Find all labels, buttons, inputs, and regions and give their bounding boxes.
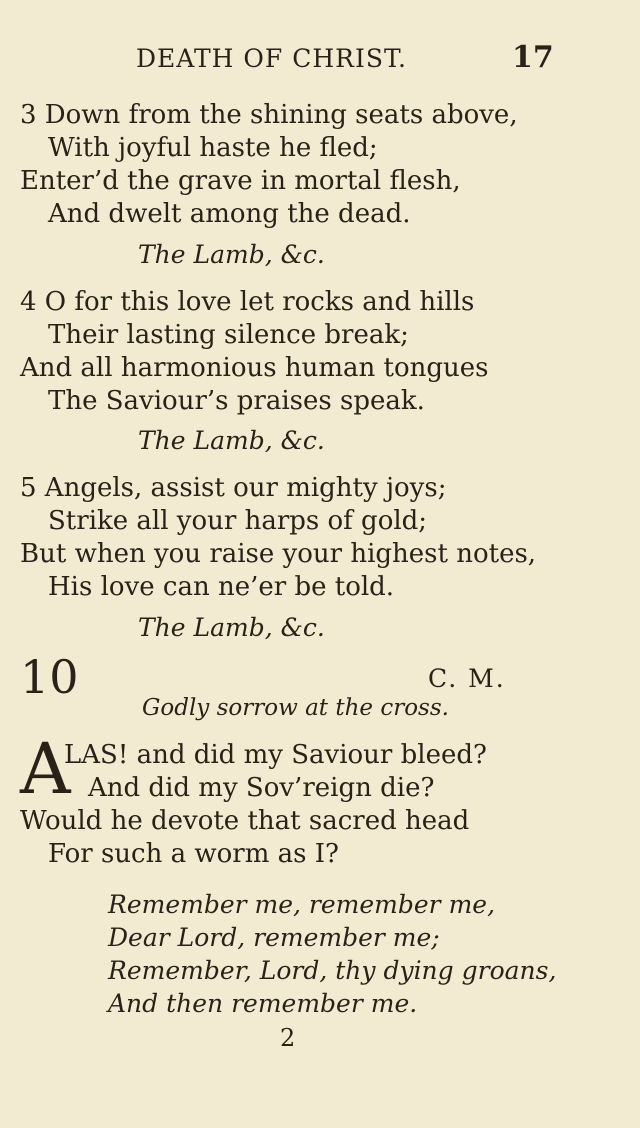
refrain-line: The Lamb, &c. <box>138 426 325 455</box>
page-number: 17 <box>512 40 554 75</box>
verse-line: 5 Angels, assist our mighty joys; <box>20 473 447 503</box>
verse-line: His love can ne’er be told. <box>48 572 395 602</box>
verse-line: The Saviour’s praises speak. <box>48 386 425 416</box>
running-header: DEATH OF CHRIST. <box>136 44 407 73</box>
refrain-line: The Lamb, &c. <box>138 240 325 269</box>
signature-mark: 2 <box>280 1024 296 1052</box>
verse-line: Strike all your harps of gold; <box>48 506 428 536</box>
verse-line: For such a worm as I? <box>48 839 339 869</box>
verse-line: 3 Down from the shining seats above, <box>20 100 518 130</box>
chorus-line: And then remember me. <box>108 989 418 1018</box>
drop-cap: A <box>20 728 71 810</box>
verse-line: 4 O for this love let rocks and hills <box>20 287 475 317</box>
refrain-line: The Lamb, &c. <box>138 613 325 642</box>
verse-line: LAS! and did my Saviour bleed? <box>64 740 487 770</box>
verse-line: Their lasting silence break; <box>48 320 409 350</box>
chorus-line: Remember, Lord, thy dying groans, <box>108 956 557 985</box>
chorus-line: Remember me, remember me, <box>108 890 496 919</box>
verse-line: With joyful haste he fled; <box>48 133 378 163</box>
hymn-subtitle: Godly sorrow at the cross. <box>142 695 449 721</box>
verse-line: Enter’d the grave in mortal flesh, <box>20 166 461 196</box>
verse-line: And all harmonious human tongues <box>20 353 489 383</box>
verse-line: And did my Sov’reign die? <box>88 773 435 803</box>
verse-line: Would he devote that sacred head <box>20 806 470 836</box>
hymn-number: 10 <box>20 650 79 704</box>
verse-line: And dwelt among the dead. <box>48 199 411 229</box>
verse-line: But when you raise your highest notes, <box>20 539 537 569</box>
chorus-line: Dear Lord, remember me; <box>108 923 440 952</box>
hymn-meter: C. M. <box>428 664 506 693</box>
